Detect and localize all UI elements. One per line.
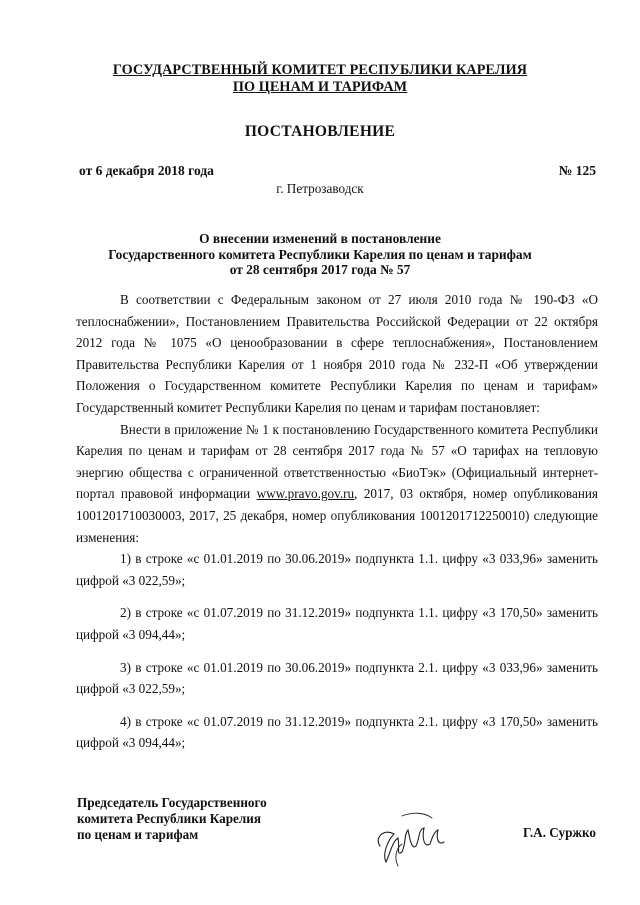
document-subject: [0, 231, 640, 278]
subject-line1: О внесении изменений в постановление: [199, 231, 441, 246]
change-item-1: 1) в строке «с 01.01.2019 по 30.06.2019» подпункта 1.1. цифру «3 033,96» заменить цифрой «3 022,59»;: [76, 551, 598, 588]
signatory-name: Г.А. Суржко: [522, 825, 596, 840]
signatory-title-line1: Председатель Государственного: [77, 795, 267, 810]
signatory-title-line3: по ценам и тарифам: [77, 827, 199, 842]
issuer-header-line2: ПО ЦЕНАМ И ТАРИФАМ: [232, 79, 408, 95]
signatory-title: [77, 795, 267, 843]
change-item-2: 2) в строке «с 01.07.2019 по 31.12.2019» подпункта 1.1. цифру «3 170,50» заменить цифрой «3 094,44»;: [76, 605, 598, 642]
subject-line3: от 28 сентября 2017 года № 57: [229, 262, 411, 277]
change-item-4: 4) в строке «с 01.07.2019 по 31.12.2019» подпункта 2.1. цифру «3 170,50» заменить цифрой «3 094,44»;: [76, 713, 598, 751]
handwritten-signature: [372, 808, 462, 868]
pravo-link[interactable]: www.pravo.gov.ru: [256, 486, 355, 502]
document-date: от 6 декабря 2018 года: [79, 163, 214, 178]
document-city: г. Петрозаводск: [276, 181, 364, 196]
paragraph-preamble: В соответствии с Федеральным законом от 27 июля 2010 года № 190-ФЗ «О теплоснабжении», Постановлением Правительства Российской Федерации от 22 октября 2012 года № 1075 «О ценообразовании в сфере теплоснабжения», Постановлением Правительства Республики Карелия от 1 ноября 2010 года № 232-П «Об утверждении Положения о Государственном комитете Республики Карелия по ценам и тарифам» Государственный комитет Республики Карелия по ценам и тарифам постановляет:: [76, 292, 598, 415]
subject-line2: Государственного комитета Республики Карелия по ценам и тарифам: [108, 246, 532, 262]
document-number: № 125: [558, 163, 596, 178]
signatory-title-line2: комитета Республики Карелия: [77, 811, 262, 826]
change-item-3: 3) в строке «с 01.01.2019 по 30.06.2019» подпункта 2.1. цифру «3 033,96» заменить цифрой «3 022,59»;: [76, 659, 598, 697]
paragraph-resolution: [76, 419, 598, 549]
paragraph-resolution-text-a: Внести в приложение № 1 к постановлению Государственного комитета Республики Карелия по ценам и тарифам от 28 сентября 2017 года № 57 «О тарифах на тепловую энергию общества с ограниченной ответственностью «БиоТэк» (Официальный интернет-портал правовой информации: [76, 421, 598, 502]
issuer-header-line1: ГОСУДАРСТВЕННЫЙ КОМИТЕТ РЕСПУБЛИКИ КАРЕЛИЯ: [112, 62, 528, 78]
document-type-title: ПОСТАНОВЛЕНИЕ: [244, 123, 396, 140]
document-body: [76, 289, 598, 765]
paragraph-resolution-text-b: , 2017, 03 октября, номер опубликования 1001201710030003, 2017, 25 декабря, номер опубликования 1001201712250010) следующие изменения:: [76, 486, 598, 545]
